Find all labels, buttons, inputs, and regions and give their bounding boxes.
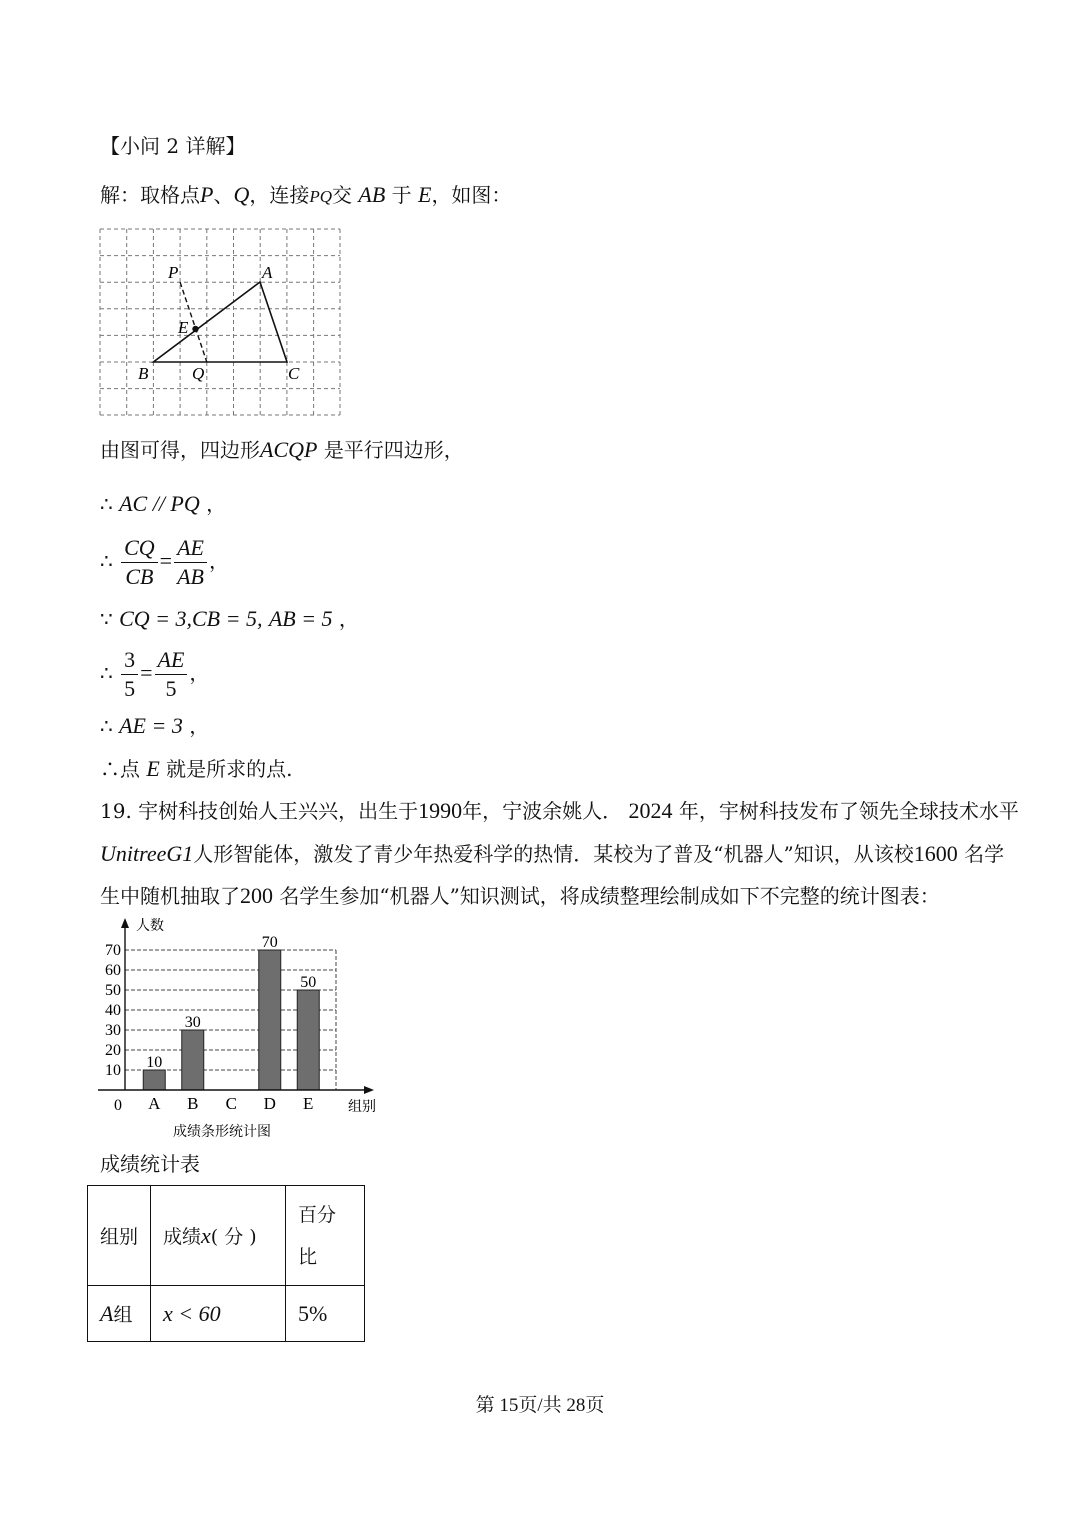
therefore-symbol: ∴ bbox=[100, 549, 113, 573]
header-score bbox=[151, 1186, 286, 1286]
intro-yu: 于 bbox=[391, 183, 412, 207]
step-1-math: ACQP bbox=[260, 437, 318, 462]
because-symbol: ∵ bbox=[100, 607, 113, 631]
fraction-numerator: 3 bbox=[121, 648, 138, 675]
intro-point-p: P bbox=[200, 182, 214, 207]
x-category-label: C bbox=[225, 1094, 237, 1113]
q19-line-2 bbox=[100, 842, 1004, 866]
y-axis-label: 人数 bbox=[136, 919, 164, 934]
y-axis-arrow-icon bbox=[121, 918, 129, 928]
y-tick-label: 30 bbox=[105, 1022, 121, 1039]
fraction-numerator: CQ bbox=[121, 536, 158, 563]
fraction-numerator: AE bbox=[174, 536, 207, 563]
label-e: E bbox=[178, 318, 189, 337]
step-7-post: 就是所求的点. bbox=[166, 757, 293, 781]
therefore-symbol: ∴ bbox=[100, 714, 113, 738]
step-7 bbox=[100, 757, 293, 781]
x-category-label: B bbox=[187, 1094, 199, 1113]
bar-e bbox=[297, 990, 319, 1090]
step-1 bbox=[100, 438, 464, 462]
origin-label: 0 bbox=[114, 1097, 122, 1114]
table-header-row bbox=[88, 1186, 365, 1286]
step-3 bbox=[100, 536, 229, 589]
y-tick-label: 60 bbox=[105, 962, 121, 979]
fraction-ae-5 bbox=[155, 648, 188, 701]
stats-table bbox=[87, 1185, 365, 1342]
intro-point-e: E bbox=[417, 182, 432, 207]
label-b: B bbox=[138, 364, 149, 383]
table-row bbox=[88, 1286, 365, 1342]
step-4-comma: ， bbox=[338, 607, 359, 631]
header-score-var: x bbox=[201, 1223, 211, 1248]
equals-sign: = bbox=[140, 660, 153, 685]
row-percent: 5% bbox=[286, 1286, 365, 1342]
step-3-comma: ， bbox=[208, 549, 229, 573]
label-c: C bbox=[288, 364, 300, 383]
solution-intro bbox=[100, 183, 511, 209]
intro-mid: ，连接 bbox=[249, 183, 310, 207]
header-score-pre: 成绩 bbox=[163, 1226, 202, 1248]
header-score-post: ( 分 ) bbox=[210, 1226, 257, 1248]
x-axis-arrow-icon bbox=[364, 1086, 374, 1094]
q19-line-2-a: 人形智能体，激发了青少年热爱科学的热情．某校为了普及“机器人”知识，从该校 bbox=[193, 842, 914, 866]
x-axis-label: 组别 bbox=[348, 1100, 376, 1115]
therefore-symbol: ∴ bbox=[100, 661, 113, 685]
triangle-abc bbox=[153, 282, 287, 362]
step-2-math: AC // PQ bbox=[119, 491, 200, 516]
bar-value-label: 70 bbox=[261, 934, 278, 951]
bar-value-label: 30 bbox=[184, 1014, 201, 1031]
intro-segment-pq: PQ bbox=[309, 187, 333, 206]
y-tick-label: 10 bbox=[105, 1062, 121, 1079]
intro-jiao: 交 bbox=[332, 183, 353, 207]
q19-line-1-c: 年，宇树科技发布了领先全球技术水平 bbox=[678, 799, 1019, 823]
step-1-text: 由图可得，四边形 bbox=[100, 438, 260, 462]
therefore-symbol: ∴ bbox=[100, 757, 120, 781]
intro-suffix: ，如图： bbox=[431, 183, 512, 207]
step-4-math-b: AB = 5 bbox=[268, 606, 333, 631]
step-4 bbox=[100, 607, 359, 631]
intro-segment-ab: AB bbox=[358, 182, 386, 207]
table-caption: 成绩统计表 bbox=[100, 1152, 200, 1176]
bar-b bbox=[182, 1030, 204, 1090]
step-6 bbox=[100, 714, 209, 738]
intro-point-q: Q bbox=[233, 182, 250, 207]
header-percent-1: 百分 bbox=[298, 1203, 337, 1226]
bar-d bbox=[259, 950, 281, 1090]
row-group-var: A bbox=[100, 1301, 114, 1326]
fraction-denominator: 5 bbox=[165, 676, 177, 701]
fraction-ae-ab bbox=[174, 536, 207, 589]
page-footer: 第 15页/共 28页 bbox=[475, 1395, 605, 1416]
step-2 bbox=[100, 492, 226, 516]
step-4-math-a: CQ = 3,CB = 5, bbox=[119, 606, 263, 631]
chart-tick-labels bbox=[105, 942, 121, 1079]
grid-figure bbox=[98, 227, 344, 419]
step-5 bbox=[100, 648, 209, 701]
label-q: Q bbox=[192, 364, 205, 383]
q19-total-students: 1600 bbox=[913, 841, 958, 866]
bar-a bbox=[143, 1070, 165, 1090]
row-group-suffix: 组 bbox=[113, 1304, 133, 1326]
fraction-cq-cb bbox=[121, 536, 158, 589]
q19-line-2-b: 名学 bbox=[964, 842, 1005, 866]
point-e-dot bbox=[192, 326, 198, 332]
q19-line-3-b: 名学生参加“机器人”知识测试，将成绩整理绘制成如下不完整的统计图表： bbox=[279, 884, 940, 908]
step-7-pre: 点 bbox=[120, 757, 140, 781]
intro-sep: 、 bbox=[213, 183, 234, 207]
x-category-label: A bbox=[148, 1094, 161, 1113]
equals-sign: = bbox=[159, 548, 173, 573]
step-5-comma: ， bbox=[189, 661, 210, 685]
q19-year-1990: 1990 bbox=[418, 798, 463, 823]
row-group bbox=[88, 1286, 151, 1342]
intro-prefix: 解：取格点 bbox=[100, 183, 200, 207]
bar-value-label: 10 bbox=[146, 1054, 163, 1071]
x-category-label: D bbox=[263, 1094, 276, 1113]
fraction-denominator: CB bbox=[125, 564, 154, 589]
fraction-3-5 bbox=[121, 648, 138, 701]
header-group: 组别 bbox=[88, 1186, 151, 1286]
chart-category-labels bbox=[148, 1094, 313, 1113]
header-percent bbox=[286, 1186, 365, 1286]
chart-title: 成绩条形统计图 bbox=[173, 1125, 271, 1140]
therefore-symbol: ∴ bbox=[100, 492, 113, 516]
grid-lines bbox=[100, 229, 340, 415]
row-score: x < 60 bbox=[151, 1286, 286, 1342]
y-tick-label: 50 bbox=[105, 982, 121, 999]
y-tick-label: 40 bbox=[105, 1002, 121, 1019]
bar-chart bbox=[92, 914, 392, 1144]
q19-line-3-a: 生中随机抽取了 bbox=[100, 884, 240, 908]
step-6-comma: ， bbox=[189, 714, 210, 738]
q19-year-2024: 2024 bbox=[628, 798, 673, 823]
label-p: P bbox=[168, 263, 179, 282]
x-category-label: E bbox=[303, 1094, 314, 1113]
bar-value-label: 50 bbox=[300, 974, 317, 991]
y-tick-label: 20 bbox=[105, 1042, 121, 1059]
y-tick-label: 70 bbox=[105, 942, 121, 959]
fraction-denominator: AB bbox=[177, 564, 204, 589]
step-1-tail: 是平行四边形， bbox=[323, 438, 464, 462]
label-a: A bbox=[262, 263, 273, 282]
q19-line-1 bbox=[100, 799, 1019, 823]
fraction-denominator: 5 bbox=[124, 676, 136, 701]
step-7-math: E bbox=[146, 756, 160, 781]
fraction-numerator: AE bbox=[155, 648, 188, 675]
section-heading: 【小问 2 详解】 bbox=[100, 134, 246, 158]
q19-line-3 bbox=[100, 884, 940, 908]
q19-line-1-b: 年，宁波余姚人． bbox=[462, 799, 623, 823]
q19-sample-size: 200 bbox=[240, 883, 273, 908]
chart-bars bbox=[143, 950, 319, 1090]
step-2-comma: ， bbox=[206, 492, 227, 516]
q19-line-1-a: 19. 宇树科技创始人王兴兴，出生于 bbox=[100, 799, 419, 823]
q19-model-name: UnitreeG1 bbox=[100, 841, 194, 866]
header-percent-2: 比 bbox=[298, 1245, 318, 1268]
step-6-math: AE = 3 bbox=[119, 713, 183, 738]
